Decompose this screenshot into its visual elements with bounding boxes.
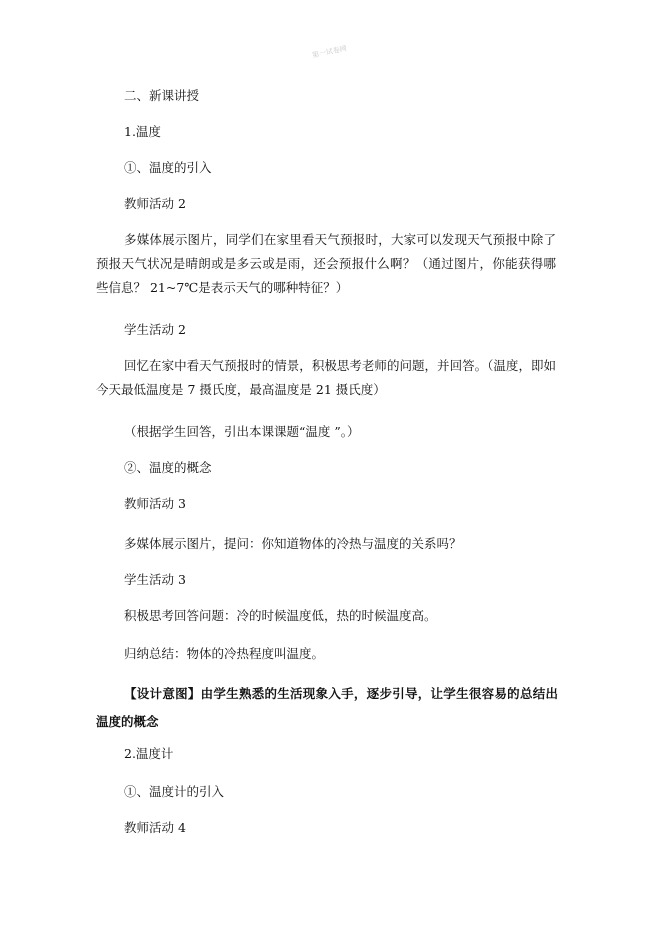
paragraph: 积极思考回答问题：冷的时候温度低，热的时候温度高。 (124, 608, 437, 623)
paragraph: （根据学生回答，引出本课课题“温度 ”。） (124, 424, 360, 439)
subsubsection-heading: ①、温度计的引入 (124, 784, 225, 799)
subsection-heading: 2.温度计 (124, 746, 174, 761)
design-intent: 【设计意图】由学生熟悉的生活现象入手，逐步引导，让学生很容易的总结出温度的概念 (96, 686, 558, 729)
activity-label: 教师活动 2 (124, 196, 186, 211)
subsubsection-heading: ①、温度的引入 (124, 160, 212, 175)
subsection-heading: 1.温度 (124, 124, 161, 139)
watermark: 第一试卷网 (311, 44, 348, 60)
activity-label: 学生活动 2 (124, 322, 186, 337)
activity-label: 学生活动 3 (124, 572, 186, 587)
paragraph: 多媒体展示图片，提问：你知道物体的冷热与温度的关系吗？ (124, 536, 462, 551)
subsubsection-heading: ②、温度的概念 (124, 460, 212, 475)
paragraph: 回忆在家中看天气预报时的情景，积极思考老师的问题，并回答。（温度，即如今天最低温度是 7 摄氏度，最高温度是 21 摄氏度） (96, 358, 556, 397)
paragraph: 多媒体展示图片，同学们在家里看天气预报时，大家可以发现天气预报中除了预报天气状况是晴朗或是多云或是雨，还会预报什么啊？（通过图片，你能获得哪些信息？ 21~7℃是表示天气的哪种特征？） (96, 232, 556, 295)
activity-label: 教师活动 4 (124, 820, 186, 835)
section-heading: 二、新课讲授 (124, 88, 200, 103)
paragraph: 归纳总结：物体的冷热程度叫温度。 (124, 646, 325, 661)
activity-label: 教师活动 3 (124, 496, 186, 511)
